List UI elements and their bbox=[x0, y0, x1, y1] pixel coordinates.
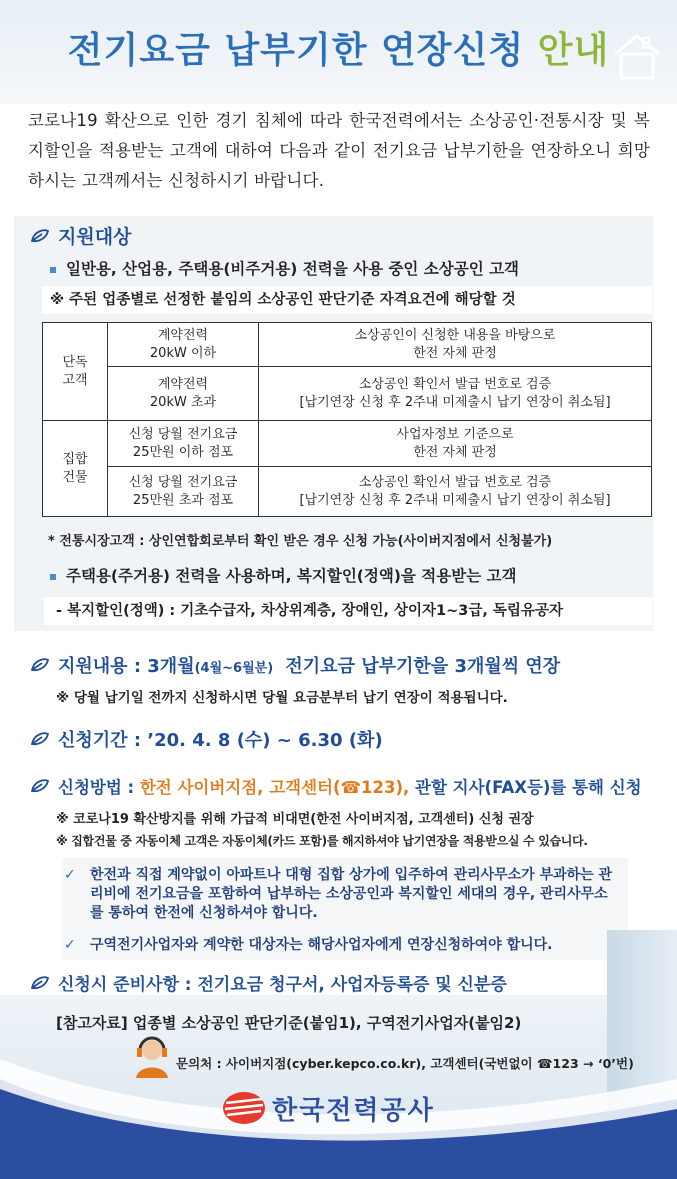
method-heading-rest: 관할 지사(FAX등)를 통해 신청 bbox=[415, 778, 642, 797]
support-bullet-1 bbox=[50, 257, 519, 279]
content-heading-rest: 전기요금 납부기한을 3개월씩 연장 bbox=[285, 656, 561, 677]
period-heading bbox=[30, 726, 383, 752]
method-heading bbox=[30, 774, 642, 798]
description-cell: 소상공인 확인서 발급 번호로 검증 [납기연장 신청 후 2주내 미제출시 납기 연장이 취소됨] bbox=[259, 467, 652, 517]
content-heading-months: (4월~6월분) bbox=[194, 661, 274, 676]
check-icon: ✓ bbox=[64, 867, 76, 883]
period-heading-text: 신청기간 : ’20. 4. 8 (수) ~ 6.30 (화) bbox=[58, 730, 383, 751]
square-bullet-icon bbox=[50, 267, 56, 273]
content-heading bbox=[30, 652, 560, 678]
support-bullet-1-text: 일반용, 산업용, 주택용(비주거용) 전력을 사용 중인 소상공인 고객 bbox=[66, 260, 520, 278]
company-name: 한국전력공사 bbox=[272, 1096, 435, 1126]
content-heading-text: 지원내용 : 3개월 bbox=[58, 656, 195, 677]
condition-cell: 신청 당월 전기요금 25만원 초과 점포 bbox=[108, 467, 259, 517]
condition-cell: 신청 당월 전기요금 25만원 이하 점포 bbox=[108, 421, 259, 467]
leaf-icon bbox=[30, 658, 50, 672]
method-heading-text: 신청방법 : bbox=[58, 778, 135, 797]
condition-cell: 계약전력 20kW 초과 bbox=[108, 367, 259, 421]
support-heading bbox=[30, 222, 131, 249]
support-heading-text: 지원대상 bbox=[58, 226, 132, 248]
method-note-2: ※ 집합건물 중 자동이체 고객은 자동이체(카드 포함)를 해지하셔야 납기연장을 적용받으실 수 있습니다. bbox=[56, 834, 588, 848]
support-bullet-2 bbox=[50, 564, 517, 586]
prepare-heading bbox=[30, 970, 507, 995]
leaf-icon bbox=[30, 229, 50, 243]
contact-info: 문의처 : 사이버지점(cyber.kepco.co.kr), 고객센터(국번없이 ☎123 → ‘0’번) bbox=[176, 1056, 634, 1071]
description-cell: 소상공인 확인서 발급 번호로 검증 [납기연장 신청 후 2주내 미제출시 납기 연장이 취소됨] bbox=[259, 367, 652, 421]
leaf-icon bbox=[30, 976, 50, 990]
leaf-icon bbox=[30, 732, 50, 746]
support-note-1: ※ 주된 업종별로 선정한 붙임의 소상공인 판단기준 자격요건에 해당할 것 bbox=[42, 286, 652, 314]
leaf-icon bbox=[30, 779, 50, 793]
check-item-2-text: 구역전기사업자와 계약한 대상자는 해당사업자에게 연장신청하여야 합니다. bbox=[90, 937, 553, 953]
reference-note: [참고자료] 업종별 소상공인 판단기준(붙임1), 구역전기사업자(붙임2) bbox=[56, 1014, 522, 1032]
support-bullet-2-text: 주택용(주거용) 전력을 사용하며, 복지할인(정액)을 적용받는 고객 bbox=[66, 567, 517, 585]
check-item-1 bbox=[64, 866, 620, 923]
check-icon: ✓ bbox=[64, 937, 76, 953]
check-item-1-text: 한전과 직접 계약없이 아파트나 대형 집합 상가에 입주하여 관리사무소가 부과하는 관리비에 전기요금을 포함하여 납부하는 소상공인과 복지할인 세대의 경우, 관리사무소를 통하여 한전에 신청하셔야 합니다. bbox=[90, 867, 613, 921]
group-label: 단독 고객 bbox=[43, 323, 108, 421]
page-title bbox=[0, 22, 677, 73]
square-bullet-icon bbox=[50, 574, 56, 580]
method-note-1: ※ 코로나19 확산방지를 위해 가급적 비대면(한전 사이버지점, 고객센터) 신청 권장 bbox=[56, 812, 534, 827]
headset-agent-icon bbox=[134, 1036, 170, 1078]
description-cell: 사업자정보 기준으로 한전 자체 판정 bbox=[259, 421, 652, 467]
content-note: ※ 당월 납기일 전까지 신청하시면 당월 요금분부터 납기 연장이 적용됩니다. bbox=[56, 690, 508, 706]
intro-paragraph: 코로나19 확산으로 인한 경기 침체에 따라 한국전력에서는 소상공인·전통시장 및 복지할인을 적용받는 고객에 대하여 다음과 같이 전기요금 납부기한을 연장하오니 희망하시는 고객께서는 신청하시기 바랍니다. bbox=[28, 111, 650, 190]
prepare-heading-text: 신청시 준비사항 : 전기요금 청구서, 사업자등록증 및 신분증 bbox=[58, 975, 507, 995]
title-main: 전기요금 납부기한 연장신청 bbox=[67, 30, 525, 71]
criteria-table bbox=[42, 322, 652, 517]
title-accent: 안내 bbox=[537, 30, 610, 71]
condition-cell: 계약전력 20kW 이하 bbox=[108, 323, 259, 367]
check-item-2 bbox=[64, 936, 620, 955]
description-cell: 소상공인이 신청한 내용을 바탕으로 한전 자체 판정 bbox=[259, 323, 652, 367]
market-note: * 전통시장고객 : 상인연합회로부터 확인 받은 경우 신청 가능(사이버지점에서 신청불가) bbox=[48, 534, 553, 549]
group-label: 집합 건물 bbox=[43, 421, 108, 517]
kepco-logo-icon bbox=[222, 1091, 266, 1125]
support-note-2: - 복지할인(정액) : 기초수급자, 차상위계층, 장애인, 상이자1~3급, 독립유공자 bbox=[44, 597, 652, 625]
method-channels: 한전 사이버지점, 고객센터(☎123), bbox=[139, 778, 410, 797]
house-icon bbox=[611, 30, 663, 82]
